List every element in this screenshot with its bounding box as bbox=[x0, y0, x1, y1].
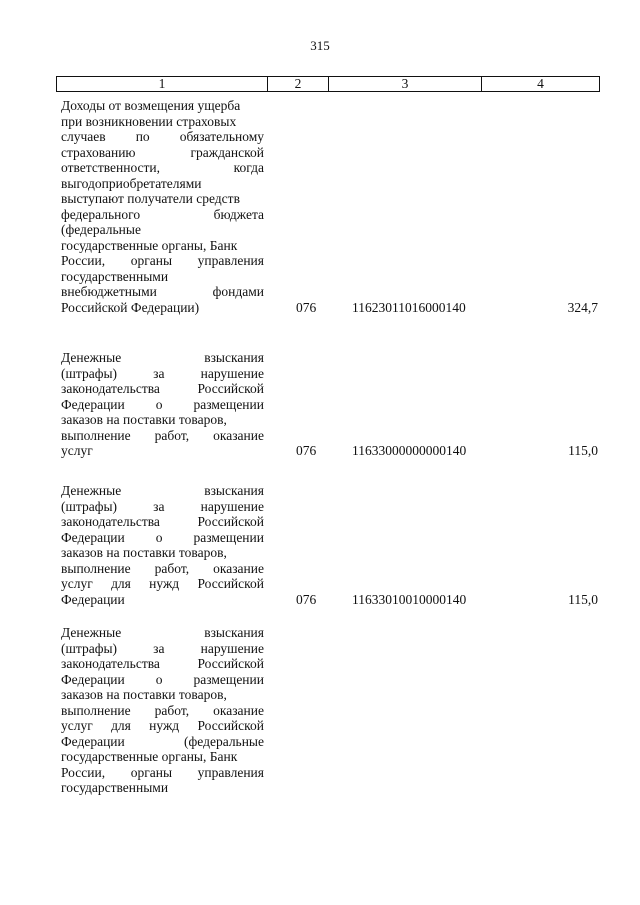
admin-code: 076 bbox=[296, 591, 317, 607]
description-line: государственные органы, Банк bbox=[61, 749, 238, 764]
description-line: федерального бюджета bbox=[61, 206, 264, 222]
header-col-2: 2 bbox=[268, 77, 329, 92]
description-line: Федерации (федеральные bbox=[61, 733, 264, 749]
header-col-3: 3 bbox=[329, 77, 482, 92]
description-line: услуг bbox=[61, 443, 93, 458]
admin-code: 076 bbox=[296, 299, 317, 315]
description-line: заказов на поставки товаров, bbox=[61, 545, 227, 560]
description-line: Денежные взыскания bbox=[61, 625, 264, 640]
description-line: Денежные взыскания bbox=[61, 350, 264, 365]
description-line: заказов на поставки товаров, bbox=[61, 687, 227, 702]
row-description bbox=[61, 350, 264, 459]
description-line: услуг для нужд Российской bbox=[61, 718, 264, 733]
amount-value: 324,7 bbox=[567, 299, 598, 315]
description-line: законодательства Российской bbox=[61, 656, 264, 671]
description-line: случаев по обязательному bbox=[61, 129, 264, 144]
description-line: выгодоприобретателями bbox=[61, 175, 202, 191]
description-line: России, органы управления bbox=[61, 764, 264, 780]
description-line: (штрафы) за нарушение bbox=[61, 365, 264, 381]
description-line: Денежные взыскания bbox=[61, 483, 264, 498]
description-line: заказов на поставки товаров, bbox=[61, 412, 227, 427]
description-line: выполнение работ, оказание bbox=[61, 702, 264, 718]
description-line: страхованию гражданской bbox=[61, 144, 264, 160]
description-line: Доходы от возмещения ущерба bbox=[61, 98, 241, 113]
description-line: внебюджетными фондами bbox=[61, 284, 264, 299]
description-line: выступают получатели средств bbox=[61, 191, 240, 206]
description-line: государственными bbox=[61, 268, 169, 284]
description-line: законодательства Российской bbox=[61, 514, 264, 529]
row-description bbox=[61, 483, 264, 607]
row-description bbox=[61, 98, 264, 315]
description-line: ответственности, когда bbox=[61, 160, 264, 175]
description-line: Федерации о размещении bbox=[61, 529, 264, 545]
description-line: государственные органы, Банк bbox=[61, 237, 238, 253]
description-line: Федерации bbox=[61, 591, 125, 607]
amount-value: 115,0 bbox=[568, 443, 598, 458]
description-line: выполнение работ, оказание bbox=[61, 427, 264, 443]
row-description bbox=[61, 625, 264, 796]
description-line: при возникновении страховых bbox=[61, 113, 237, 129]
description-line: (штрафы) за нарушение bbox=[61, 640, 264, 656]
description-line: выполнение работ, оказание bbox=[61, 560, 264, 576]
description-line: законодательства Российской bbox=[61, 381, 264, 396]
budget-classification-code: 11623011016000140 bbox=[352, 299, 466, 315]
header-col-1: 1 bbox=[57, 77, 268, 92]
description-line: (штрафы) за нарушение bbox=[61, 498, 264, 514]
description-line: Российской Федерации) bbox=[61, 299, 200, 315]
amount-value: 115,0 bbox=[568, 591, 598, 607]
description-line: России, органы управления bbox=[61, 253, 264, 268]
page-number: 315 bbox=[310, 38, 330, 53]
description-line: государственными bbox=[61, 780, 169, 795]
header-col-4: 4 bbox=[482, 77, 600, 92]
description-line: услуг для нужд Российской bbox=[61, 576, 264, 591]
budget-classification-code: 11633000000000140 bbox=[352, 443, 467, 458]
budget-classification-code: 11633010010000140 bbox=[352, 591, 467, 607]
description-line: (федеральные bbox=[61, 222, 141, 237]
description-line: Федерации о размещении bbox=[61, 671, 264, 687]
table-header bbox=[56, 76, 600, 92]
description-line: Федерации о размещении bbox=[61, 396, 264, 412]
admin-code: 076 bbox=[296, 443, 317, 458]
